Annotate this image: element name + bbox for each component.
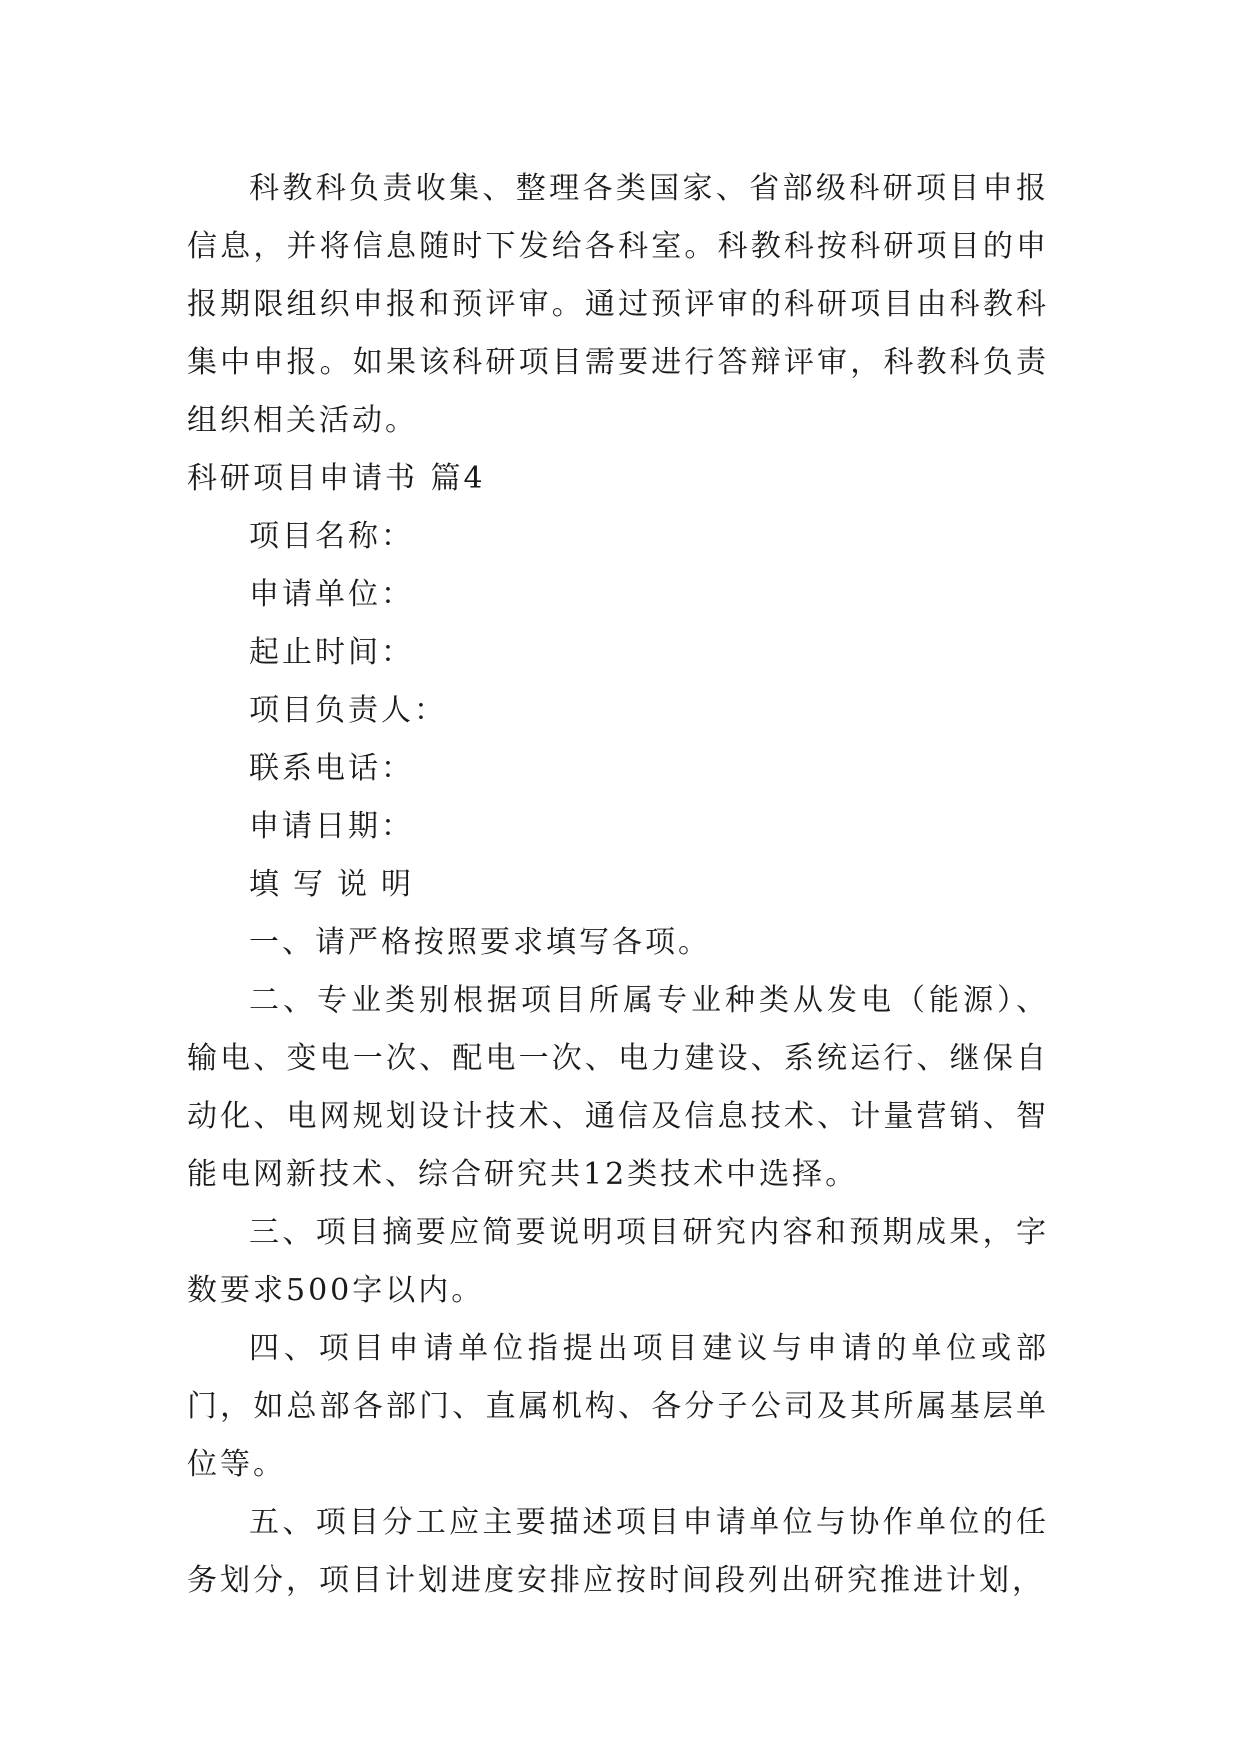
- section-heading: 科研项目申请书 篇4: [187, 461, 486, 496]
- field-start-end-time: 起止时间：: [249, 635, 414, 670]
- instructions-title: 填写说明: [249, 867, 425, 902]
- intro-paragraph: 科教科负责收集、整理各类国家、省部级科研项目申报信息，并将信息随时下发给各科室。科教科按科研项目的申报期限组织申报和预评审。通过预评审的科研项目由科教科集中申报。如果该科研项目需要进行答辩评审，科教科负责组织相关活动。: [187, 171, 1049, 438]
- document-body: [187, 160, 1049, 1610]
- field-contact-phone: 联系电话：: [249, 751, 414, 786]
- field-application-date: 申请日期：: [249, 809, 414, 844]
- field-project-leader: 项目负责人：: [249, 693, 447, 728]
- instruction-item-1: 一、请严格按照要求填写各项。: [249, 925, 711, 960]
- instruction-item-5: 五、项目分工应主要描述项目申请单位与协作单位的任务划分，项目计划进度安排应按时间段列出研究推进计划，: [187, 1505, 1049, 1598]
- instruction-item-3: 三、项目摘要应简要说明项目研究内容和预期成果，字数要求500字以内。: [187, 1215, 1049, 1308]
- field-project-name: 项目名称：: [249, 519, 414, 554]
- field-applicant-unit: 申请单位：: [249, 577, 414, 612]
- instruction-item-4: 四、项目申请单位指提出项目建议与申请的单位或部门，如总部各部门、直属机构、各分子公司及其所属基层单位等。: [187, 1331, 1049, 1482]
- instruction-item-2: 二、专业类别根据项目所属专业种类从发电（能源）、输电、变电一次、配电一次、电力建设、系统运行、继保自动化、电网规划设计技术、通信及信息技术、计量营销、智能电网新技术、综合研究共12类技术中选择。: [187, 983, 1049, 1192]
